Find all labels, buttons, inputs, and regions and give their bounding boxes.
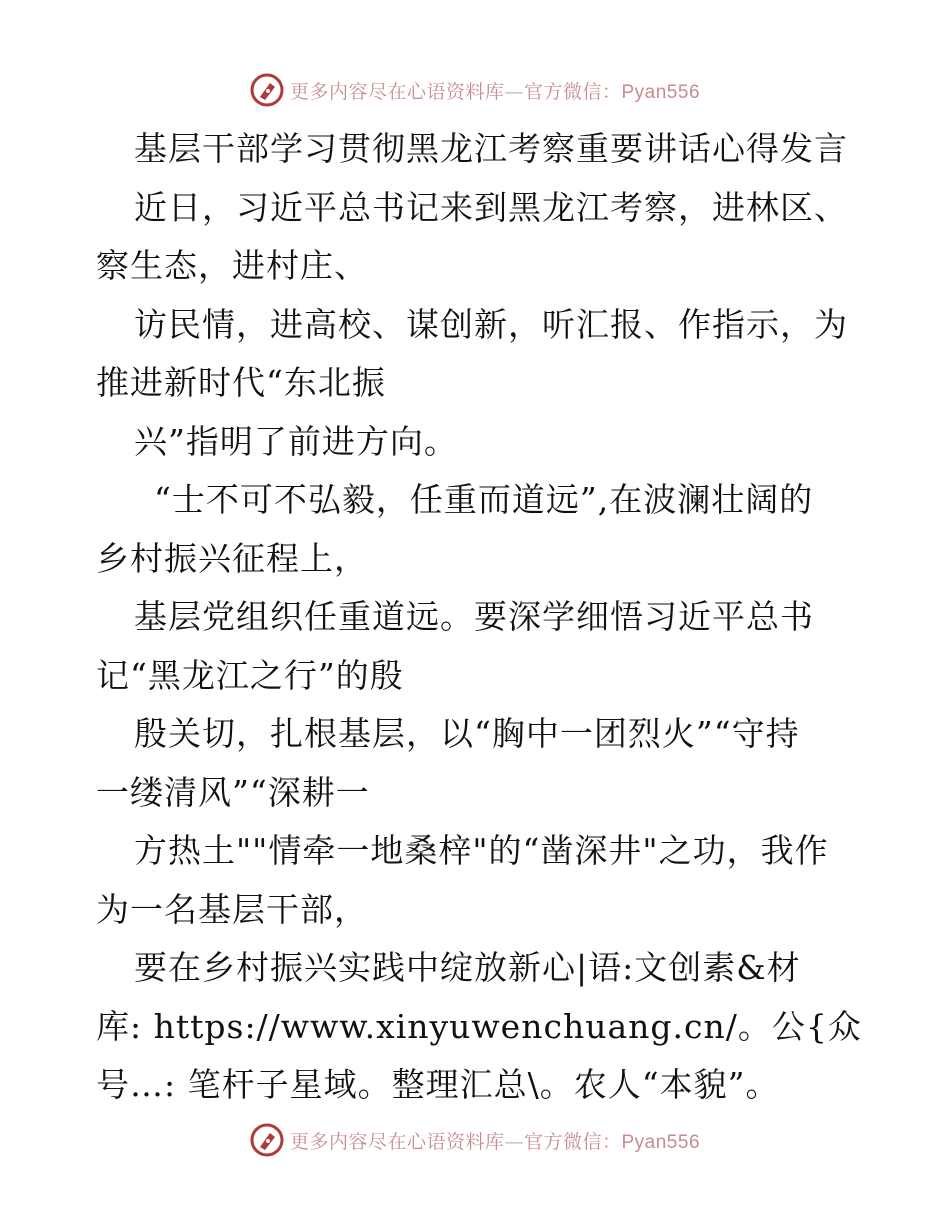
paragraph-line: 记“黑龙江之行”的殷 bbox=[96, 655, 404, 695]
footer-watermark bbox=[0, 1120, 950, 1160]
watermark-text bbox=[290, 1127, 700, 1154]
paragraph-line: 要在乡村振兴实践中绽放新心|语:文创素&材 bbox=[134, 948, 801, 987]
watermark-text bbox=[290, 77, 700, 104]
watermark-wechat-label: 官方微信： bbox=[523, 1130, 622, 1153]
document-title: 基层干部学习贯彻黑龙江考察重要讲话心得发言 bbox=[134, 129, 848, 168]
paragraph-line: 乡村振兴征程上， bbox=[96, 538, 368, 578]
paragraph-line: 基层党组织任重道远。要深学细悟习近平总书 bbox=[134, 597, 814, 636]
watermark-wechat-id: Pyan556 bbox=[621, 1131, 701, 1153]
paragraph-line: 一缕清风”“深耕一 bbox=[96, 772, 370, 812]
paragraph-line: “士不可不弘毅，任重而道远”,在波澜壮阔的 bbox=[154, 480, 814, 519]
watermark-main: 更多内容尽在心语资料库 bbox=[289, 80, 505, 103]
paragraph-line: 推进新时代“东北振 bbox=[96, 363, 386, 402]
paragraph-line: 近日，习近平总书记来到黑龙江考察，进林区、 bbox=[134, 187, 848, 227]
paragraph-line: 访民情，进高校、谋创新，听汇报、作指示，为 bbox=[134, 304, 848, 344]
watermark-main: 更多内容尽在心语资料库 bbox=[289, 1130, 505, 1153]
paragraph-line: 殷关切，扎根基层，以“胸中一团烈火”“守持 bbox=[134, 714, 800, 753]
pen-nib-logo-icon bbox=[250, 1123, 284, 1157]
paragraph-line: 兴”指明了前进方向。 bbox=[134, 421, 458, 461]
paragraph-line: 号…: 笔杆子星域。整理汇总\。农人“本貌”。 bbox=[96, 1065, 780, 1104]
paragraph-line: 察生态，进村庄、 bbox=[96, 246, 368, 285]
pen-nib-logo-icon bbox=[250, 73, 284, 107]
paragraph-line: 为一名基层干部， bbox=[96, 889, 368, 929]
watermark-separator: — bbox=[504, 80, 524, 103]
watermark-separator: — bbox=[504, 1130, 524, 1153]
document-body bbox=[96, 120, 862, 1115]
paragraph-line: 库: https://www.xinyuwenchuang.cn/。公{众 bbox=[96, 1006, 862, 1046]
paragraph-line: 方热土""情牵一地桑梓"的“凿深井"之功，我作 bbox=[134, 831, 829, 870]
header-watermark bbox=[0, 70, 950, 110]
watermark-wechat-id: Pyan556 bbox=[621, 81, 701, 103]
watermark-wechat-label: 官方微信： bbox=[523, 80, 622, 103]
